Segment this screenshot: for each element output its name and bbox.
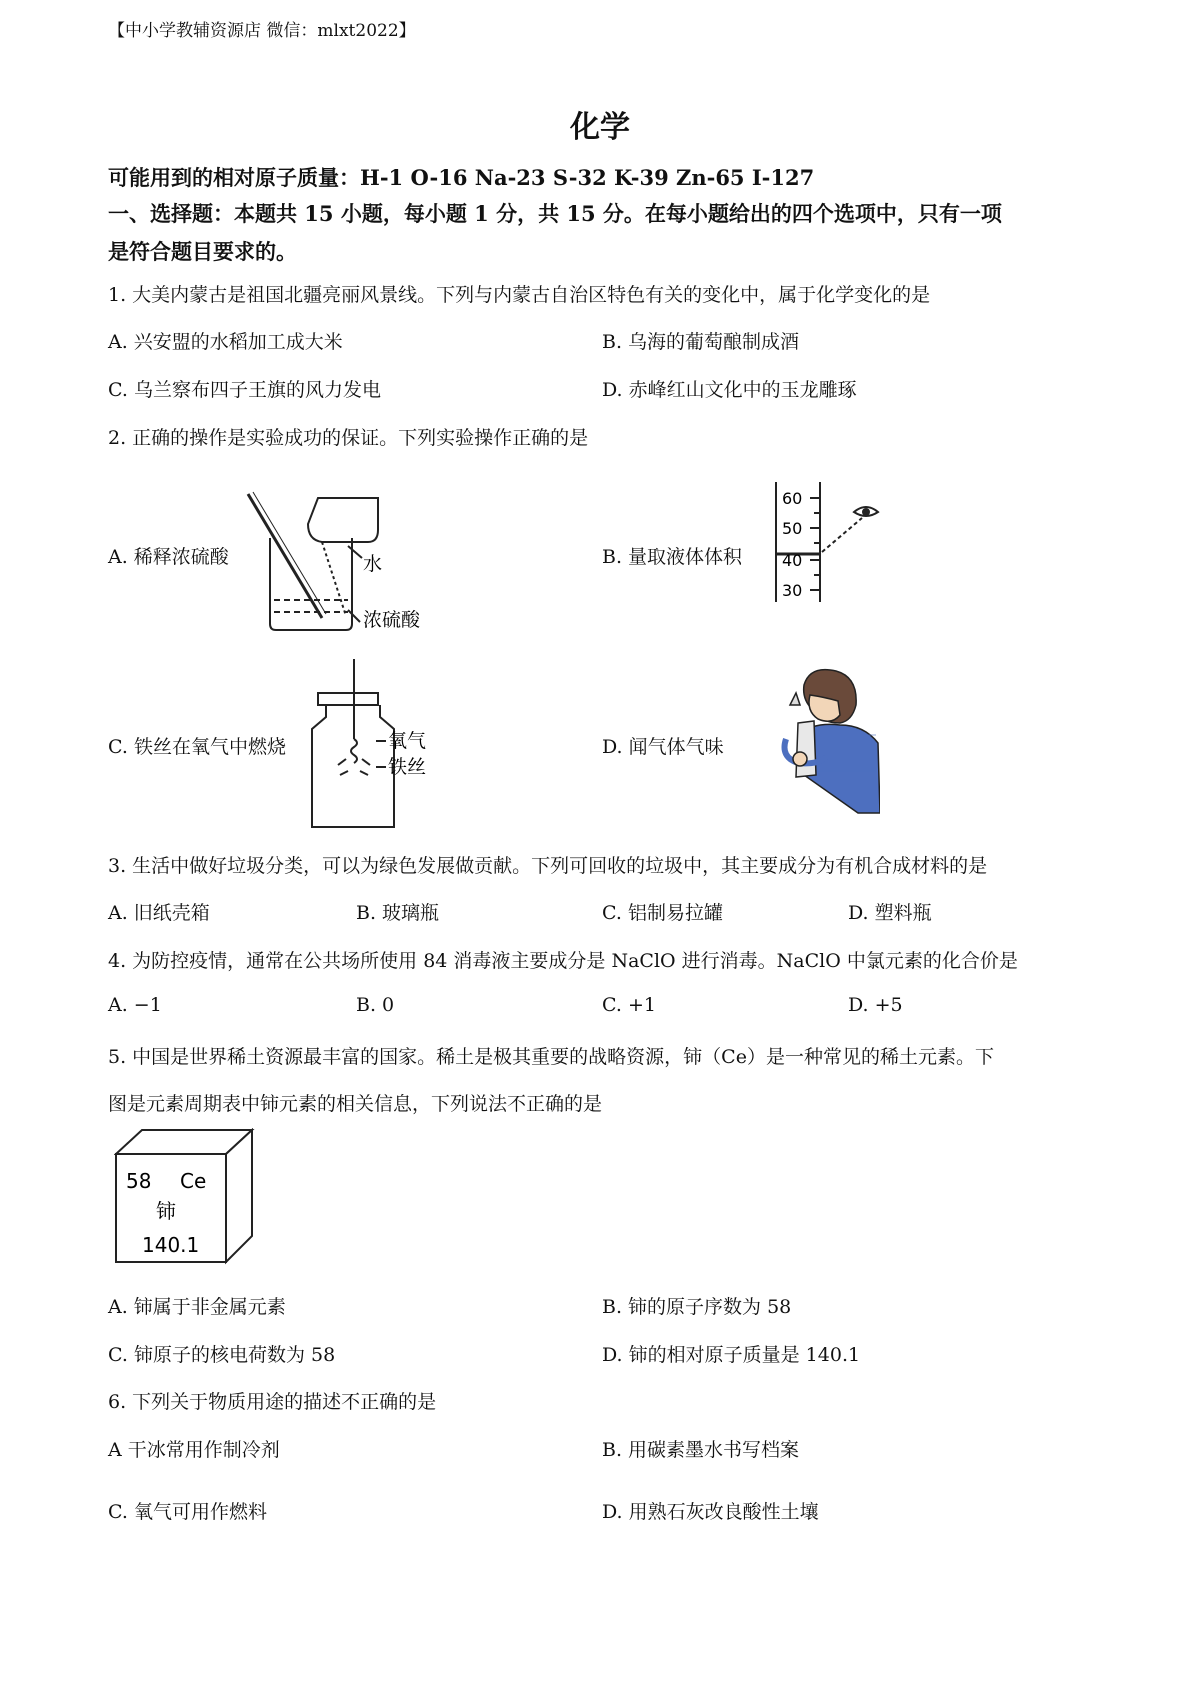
question-4-stem: 4. 为防控疫情，通常在公共场所使用 84 消毒液主要成分是 NaClO 进行消毒。NaClO 中氯元素的化合价是 bbox=[108, 950, 1018, 972]
q6-option-c: C. 氧气可用作燃料 bbox=[108, 1501, 267, 1523]
q4-option-a: A. −1 bbox=[108, 994, 162, 1016]
q5-option-a: A. 铈属于非金属元素 bbox=[108, 1296, 286, 1318]
q4-option-c: C. +1 bbox=[602, 994, 656, 1016]
q2-option-d: D. 闻气体气味 bbox=[602, 736, 724, 758]
q3-option-c: C. 铝制易拉罐 bbox=[602, 902, 723, 924]
question-3-stem: 3. 生活中做好垃圾分类，可以为绿色发展做贡献。下列可回收的垃圾中，其主要成分为有机合成材料的是 bbox=[108, 855, 988, 877]
element-atomic-number: 58 bbox=[126, 1169, 152, 1193]
figure-measuring-cylinder bbox=[770, 478, 890, 608]
question-2-stem: 2. 正确的操作是实验成功的保证。下列实验操作正确的是 bbox=[108, 427, 589, 449]
element-symbol: Ce bbox=[180, 1169, 207, 1193]
q1-option-c: C. 乌兰察布四子王旗的风力发电 bbox=[108, 379, 381, 401]
tick-40: 40 bbox=[782, 551, 803, 570]
section-heading-line1: 一、选择题：本题共 15 小题，每小题 1 分，共 15 分。在每小题给出的四个选项中，只有一项 bbox=[108, 201, 1002, 226]
page-header: 【中小学教辅资源店 微信：mlxt2022】 bbox=[108, 21, 416, 41]
q5-option-c: C. 铈原子的核电荷数为 58 bbox=[108, 1344, 336, 1366]
q1-option-b: B. 乌海的葡萄酿制成酒 bbox=[602, 331, 800, 353]
q2-option-c: C. 铁丝在氧气中燃烧 bbox=[108, 736, 286, 758]
figure-dilute-acid bbox=[238, 488, 428, 638]
element-name: 铈 bbox=[156, 1199, 176, 1223]
label-conc-acid: 浓硫酸 bbox=[363, 609, 421, 631]
q1-option-a: A. 兴安盟的水稻加工成大米 bbox=[108, 331, 343, 353]
tick-30: 30 bbox=[782, 581, 803, 600]
page-title: 化学 bbox=[570, 110, 630, 145]
q5-option-b: B. 铈的原子序数为 58 bbox=[602, 1296, 792, 1318]
question-1-stem: 1. 大美内蒙古是祖国北疆亮丽风景线。下列与内蒙古自治区特色有关的变化中，属于化学变化的是 bbox=[108, 284, 931, 306]
atomic-masses: 可能用到的相对原子质量：H-1 O-16 Na-23 S-32 K-39 Zn-65 I-127 bbox=[108, 165, 815, 190]
section-heading-line2: 是符合题目要求的。 bbox=[108, 239, 297, 264]
tick-60: 60 bbox=[782, 489, 803, 508]
q3-option-d: D. 塑料瓶 bbox=[848, 902, 932, 924]
q5-option-d: D. 铈的相对原子质量是 140.1 bbox=[602, 1344, 861, 1366]
tick-50: 50 bbox=[782, 519, 803, 538]
question-5-stem-line1: 5. 中国是世界稀土资源最丰富的国家。稀土是极其重要的战略资源，铈（Ce）是一种常见的稀土元素。下 bbox=[108, 1046, 994, 1068]
question-6-stem: 6. 下列关于物质用途的描述不正确的是 bbox=[108, 1391, 437, 1413]
q3-option-a: A. 旧纸壳箱 bbox=[108, 902, 210, 924]
q2-option-a: A. 稀释浓硫酸 bbox=[108, 546, 229, 568]
q4-option-b: B. 0 bbox=[356, 994, 395, 1016]
element-card-cerium bbox=[114, 1128, 264, 1268]
label-oxygen: 氧气 bbox=[388, 730, 427, 752]
figure-boy-smelling bbox=[740, 665, 880, 815]
q4-option-d: D. +5 bbox=[848, 994, 903, 1016]
figure-iron-wire-bottle bbox=[310, 655, 450, 833]
q2-option-b: B. 量取液体体积 bbox=[602, 546, 743, 568]
question-5-stem-line2: 图是元素周期表中铈元素的相关信息，下列说法不正确的是 bbox=[108, 1093, 603, 1115]
element-atomic-mass: 140.1 bbox=[142, 1233, 200, 1257]
q3-option-b: B. 玻璃瓶 bbox=[356, 902, 440, 924]
q6-option-b: B. 用碳素墨水书写档案 bbox=[602, 1439, 800, 1461]
q6-option-a: A 干冰常用作制冷剂 bbox=[108, 1439, 280, 1461]
q1-option-d: D. 赤峰红山文化中的玉龙雕琢 bbox=[602, 379, 857, 401]
q6-option-d: D. 用熟石灰改良酸性土壤 bbox=[602, 1501, 819, 1523]
label-iron-wire: 铁丝 bbox=[388, 756, 427, 778]
label-water: 水 bbox=[363, 553, 383, 575]
